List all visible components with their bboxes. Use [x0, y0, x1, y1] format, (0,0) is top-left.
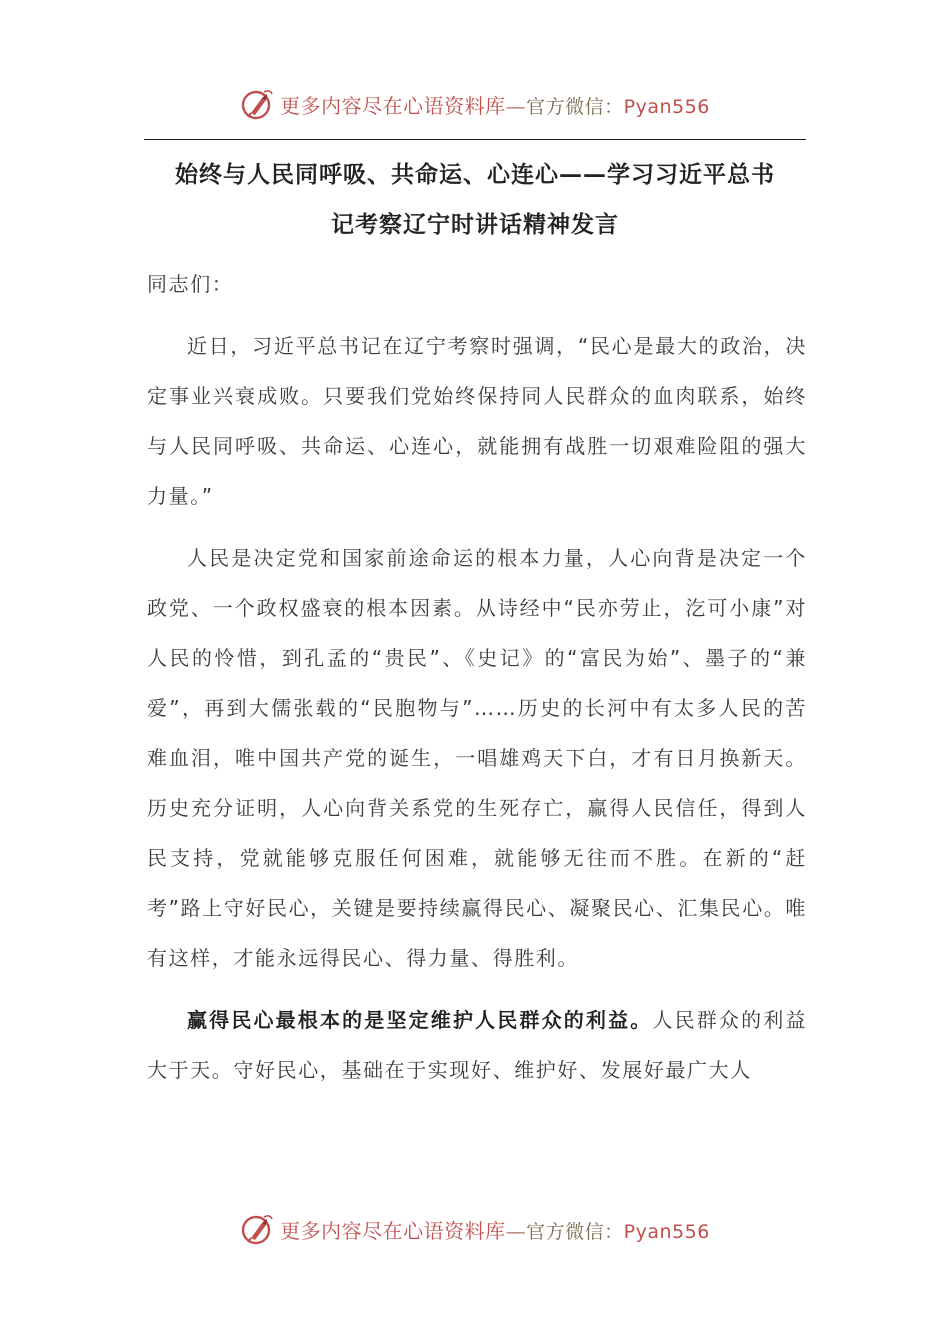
pen-nib-circle-icon [240, 1211, 276, 1247]
banner-wechat-id: Pyan556 [623, 95, 710, 118]
pen-nib-circle-icon [240, 86, 276, 122]
salutation: 同志们： [147, 272, 234, 296]
header-banner-content [240, 84, 710, 124]
paragraph-1: 近日，习近平总书记在辽宁考察时强调，“民心是最大的政治，决定事业兴衰成败。只要我们党始终保持同人民群众的血肉联系，始终与人民同呼吸、共命运、心连心，就能拥有战胜一切艰难险阻的强大力量。” [147, 334, 807, 508]
document-body [147, 259, 807, 1107]
footer-wechat-id: Pyan556 [623, 1220, 710, 1243]
paragraph-3-text: 人民群众的利益大于天。守好民心，基础在于实现好、维护好、发展好最广大人 [147, 1008, 807, 1082]
footer-main-text: 更多内容尽在心语资料库 [280, 1218, 506, 1243]
footer-banner [0, 1209, 950, 1249]
header-banner-text [280, 90, 710, 119]
title-line-2: 记考察辽宁时讲话精神发言 [331, 211, 619, 238]
title-line-1: 始终与人民同呼吸、共命运、心连心——学习习近平总书 [175, 161, 775, 188]
footer-banner-text [280, 1215, 710, 1244]
paragraph-2: 人民是决定党和国家前途命运的根本力量，人心向背是决定一个政党、一个政权盛衰的根本因素。从诗经中“民亦劳止，汔可小康”对人民的怜惜，到孔孟的“贵民”、《史记》的“富民为始”、墨子的“兼爱”，再到大儒张载的“民胞物与”……历史的长河中有太多人民的苦难血泪，唯中国共产党的诞生，一唱雄鸡天下白，才有日月换新天。历史充分证明，人心向背关系党的生死存亡，赢得人民信任，得到人民支持，党就能够克服任何困难，就能够无往而不胜。在新的“赶考”路上守好民心，关键是要持续赢得民心、凝聚民心、汇集民心。唯有这样，才能永远得民心、得力量、得胜利。 [147, 546, 807, 970]
header-divider [144, 139, 806, 140]
footer-wechat-label: 官方微信： [526, 1220, 624, 1243]
paragraph-3 [147, 995, 807, 1095]
banner-wechat-label: 官方微信： [526, 95, 624, 118]
header-banner [0, 84, 950, 124]
paragraph-3-lead: 赢得民心最根本的是坚定维护人民群众的利益。 [187, 1008, 653, 1032]
footer-dash: — [505, 1218, 527, 1243]
document-title [144, 150, 806, 250]
banner-dash: — [505, 93, 527, 118]
footer-banner-content [240, 1209, 710, 1249]
banner-main-text: 更多内容尽在心语资料库 [280, 93, 506, 118]
